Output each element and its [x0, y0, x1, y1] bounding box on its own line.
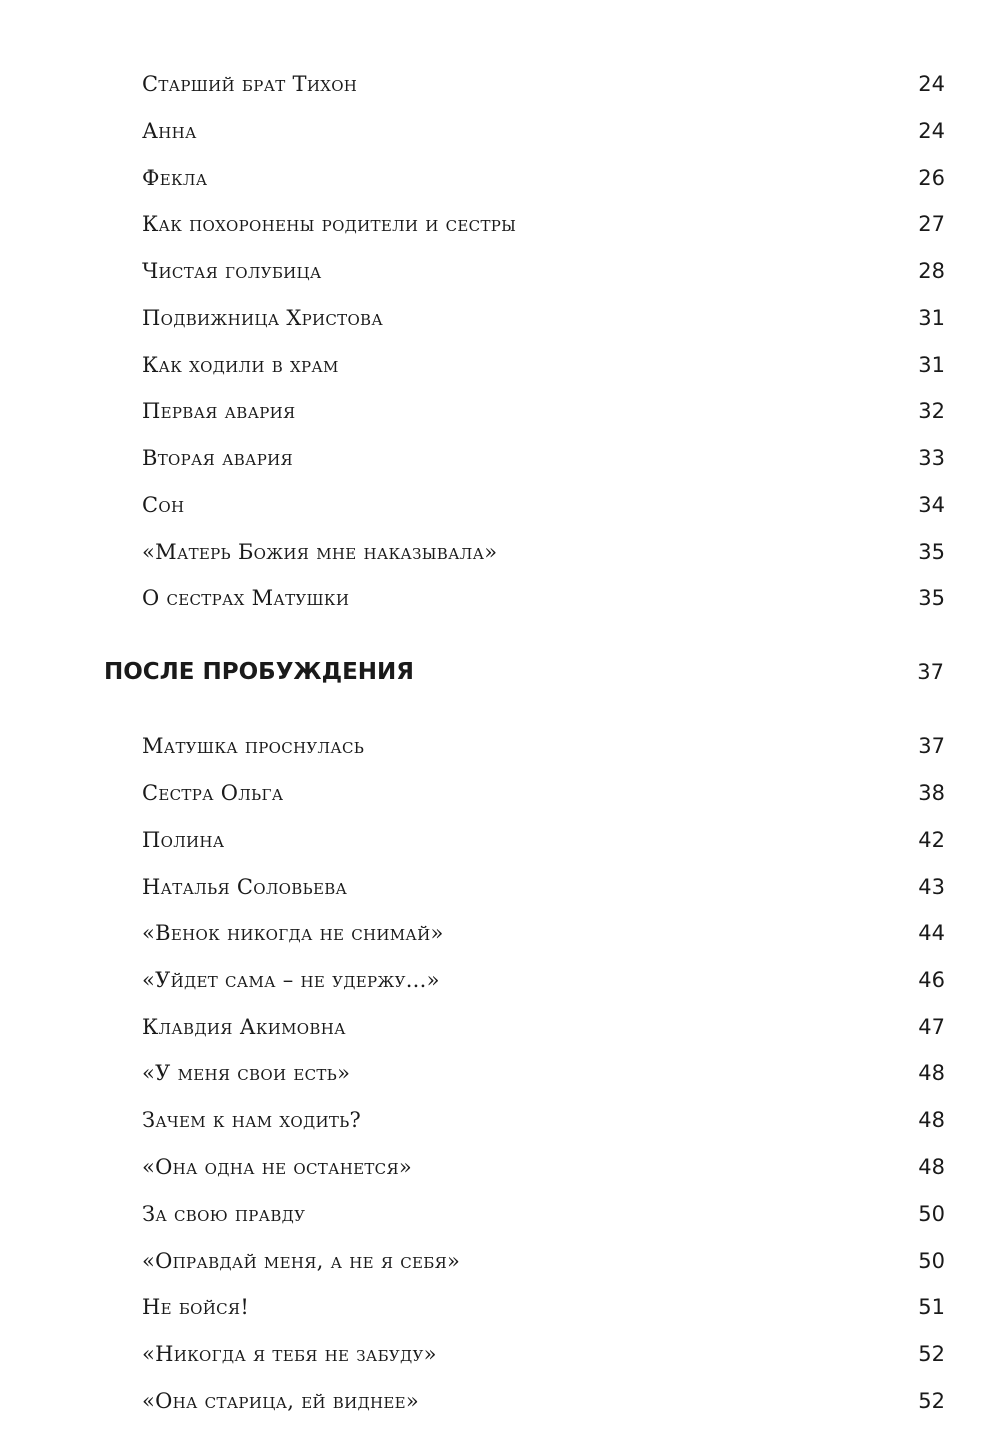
toc-entry-title: Фекла: [142, 166, 208, 190]
toc-entry-title: Не бойся!: [142, 1295, 250, 1319]
toc-entry-title: «Уйдет сама – не удержу...»: [142, 968, 440, 992]
toc-entry-page: 31: [918, 306, 945, 330]
toc-entry[interactable]: [0, 728, 1000, 764]
toc-entry-title: Матушка проснулась: [142, 734, 365, 758]
toc-entry-title: О сестрах Матушки: [142, 586, 350, 610]
toc-entry-title: Клавдия Акимовна: [142, 1015, 346, 1039]
section-page: 37: [917, 660, 944, 684]
toc-entry-page: 35: [918, 586, 945, 610]
toc-entry-page: 34: [918, 493, 945, 517]
toc-entry-page: 35: [918, 540, 945, 564]
toc-entry-title: Как похоронены родители и сестры: [142, 212, 517, 236]
toc-entry[interactable]: [0, 440, 1000, 476]
toc-entry[interactable]: [0, 962, 1000, 998]
toc-entry-page: 50: [918, 1202, 945, 1226]
toc-entry[interactable]: [0, 915, 1000, 951]
toc-entry[interactable]: [0, 580, 1000, 616]
toc-entry[interactable]: [0, 1009, 1000, 1045]
toc-entry-title: Чистая голубица: [142, 259, 322, 283]
toc-entry[interactable]: [0, 113, 1000, 149]
toc-entry-title: Зачем к нам ходить?: [142, 1108, 362, 1132]
toc-entry-page: 37: [918, 734, 945, 758]
toc-entry[interactable]: [0, 1102, 1000, 1138]
toc-entry-page: 52: [918, 1342, 945, 1366]
toc-entry[interactable]: [0, 1243, 1000, 1279]
toc-entry-page: 47: [918, 1015, 945, 1039]
toc-entry[interactable]: [0, 253, 1000, 289]
toc-entry-title: Наталья Соловьева: [142, 875, 348, 899]
toc-entry[interactable]: [0, 1383, 1000, 1419]
toc-entry-title: «Венок никогда не снимай»: [142, 921, 444, 945]
toc-entry-title: «Она старица, ей виднее»: [142, 1389, 420, 1413]
toc-entry[interactable]: [0, 66, 1000, 102]
toc-entry-page: 31: [918, 353, 945, 377]
toc-entry-page: 48: [918, 1155, 945, 1179]
toc-entry-page: 32: [918, 399, 945, 423]
toc-entry[interactable]: [0, 160, 1000, 196]
toc-entry[interactable]: [0, 1336, 1000, 1372]
toc-entry[interactable]: [0, 393, 1000, 429]
toc-entry-title: Подвижница Христова: [142, 306, 384, 330]
toc-entry-page: 26: [918, 166, 945, 190]
toc-entry-page: 24: [918, 119, 945, 143]
toc-entry-title: «Никогда я тебя не забуду»: [142, 1342, 437, 1366]
section-title: ПОСЛЕ ПРОБУЖДЕНИЯ: [104, 659, 414, 685]
toc-entry-title: Вторая авария: [142, 446, 293, 470]
toc-entry-title: Старший брат Тихон: [142, 72, 358, 96]
toc-entry-title: Первая авария: [142, 399, 296, 423]
toc-entry-title: «У меня свои есть»: [142, 1061, 351, 1085]
toc-entry[interactable]: [0, 487, 1000, 523]
toc-entry-title: «Она одна не останется»: [142, 1155, 413, 1179]
toc-entry[interactable]: [0, 347, 1000, 383]
toc-entry[interactable]: [0, 300, 1000, 336]
toc-entry-page: 48: [918, 1108, 945, 1132]
toc-section-heading[interactable]: [0, 654, 1000, 690]
toc-entry[interactable]: [0, 775, 1000, 811]
toc-entry[interactable]: [0, 1149, 1000, 1185]
toc-entry[interactable]: [0, 1196, 1000, 1232]
toc-entry-page: 44: [918, 921, 945, 945]
toc-entry-page: 24: [918, 72, 945, 96]
toc-entry-page: 33: [918, 446, 945, 470]
toc-entry[interactable]: [0, 822, 1000, 858]
toc-entry-title: «Матерь Божия мне наказывала»: [142, 540, 498, 564]
toc-entry-title: Полина: [142, 828, 225, 852]
toc-entry-page: 43: [918, 875, 945, 899]
toc-entry-page: 46: [918, 968, 945, 992]
toc-entry-page: 51: [918, 1295, 945, 1319]
toc-entry-title: Сон: [142, 493, 185, 517]
toc-entry-page: 28: [918, 259, 945, 283]
toc-entry-title: «Оправдай меня, а не я себя»: [142, 1249, 461, 1273]
toc-entry-title: Анна: [142, 119, 197, 143]
toc-entry-page: 38: [918, 781, 945, 805]
toc-entry[interactable]: [0, 1055, 1000, 1091]
toc-entry-title: За свою правду: [142, 1202, 306, 1226]
toc-entry[interactable]: [0, 534, 1000, 570]
toc-entry[interactable]: [0, 206, 1000, 242]
toc-entry-title: Сестра Ольга: [142, 781, 284, 805]
toc-entry-page: 42: [918, 828, 945, 852]
toc-entry-page: 48: [918, 1061, 945, 1085]
toc-entry-page: 52: [918, 1389, 945, 1413]
toc-entry[interactable]: [0, 1289, 1000, 1325]
toc-entry[interactable]: [0, 869, 1000, 905]
toc-entry-title: Как ходили в храм: [142, 353, 339, 377]
toc-entry-page: 27: [918, 212, 945, 236]
toc-entry-page: 50: [918, 1249, 945, 1273]
